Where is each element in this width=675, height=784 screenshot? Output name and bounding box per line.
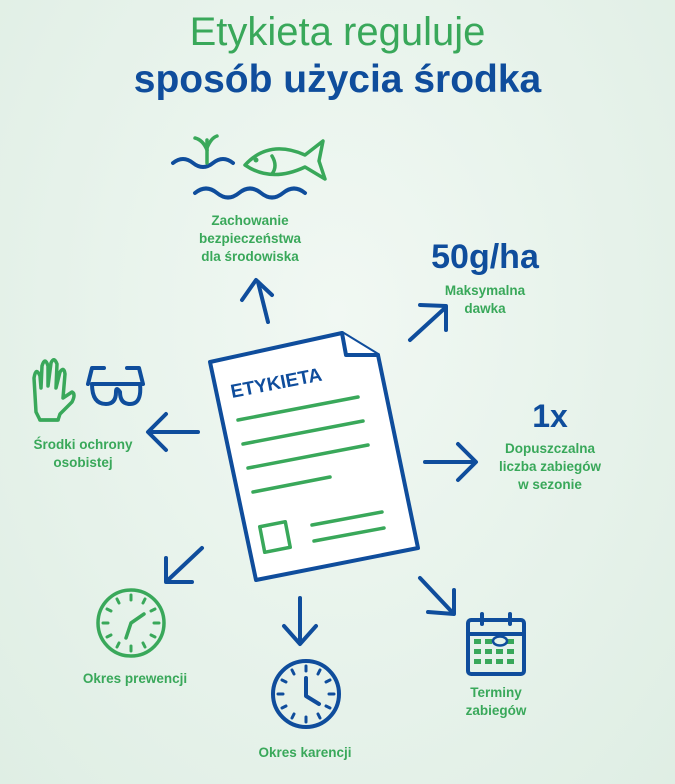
title-line-1: Etykieta reguluje — [189, 10, 486, 54]
document-label: ETYKIETA — [228, 364, 324, 403]
dose-value: 50g/ha — [431, 238, 539, 276]
arrow-right — [425, 444, 476, 480]
prevention-clock-icon — [98, 590, 164, 656]
gloves-and-goggles-icon — [34, 360, 143, 420]
arrow-up — [242, 280, 272, 322]
schedule-label: Terminy zabiegów — [465, 685, 527, 718]
dose-label: Maksymalna dawka — [444, 283, 526, 316]
withdrawal-label: Okres karencji — [258, 745, 352, 760]
plant-and-fish-icon — [173, 136, 325, 198]
prevention-label: Okres prewencji — [82, 671, 188, 686]
treatments-value: 1x — [532, 398, 568, 434]
treatments-label: Dopuszczalna liczba zabiegów w sezonie — [498, 441, 602, 492]
title-line-2: sposób użycia środka — [133, 58, 542, 101]
arrow-down-left — [166, 548, 202, 582]
etykieta-document-icon — [210, 333, 418, 580]
environment-label: Zachowanie bezpieczeństwa dla środowiska — [198, 213, 302, 264]
protection-label: Środki ochrony osobistej — [33, 437, 133, 470]
arrow-down — [284, 598, 316, 644]
arrow-left — [148, 414, 198, 450]
arrow-down-right — [420, 578, 454, 614]
withdrawal-clock-icon — [273, 661, 339, 727]
calendar-icon — [468, 614, 524, 674]
